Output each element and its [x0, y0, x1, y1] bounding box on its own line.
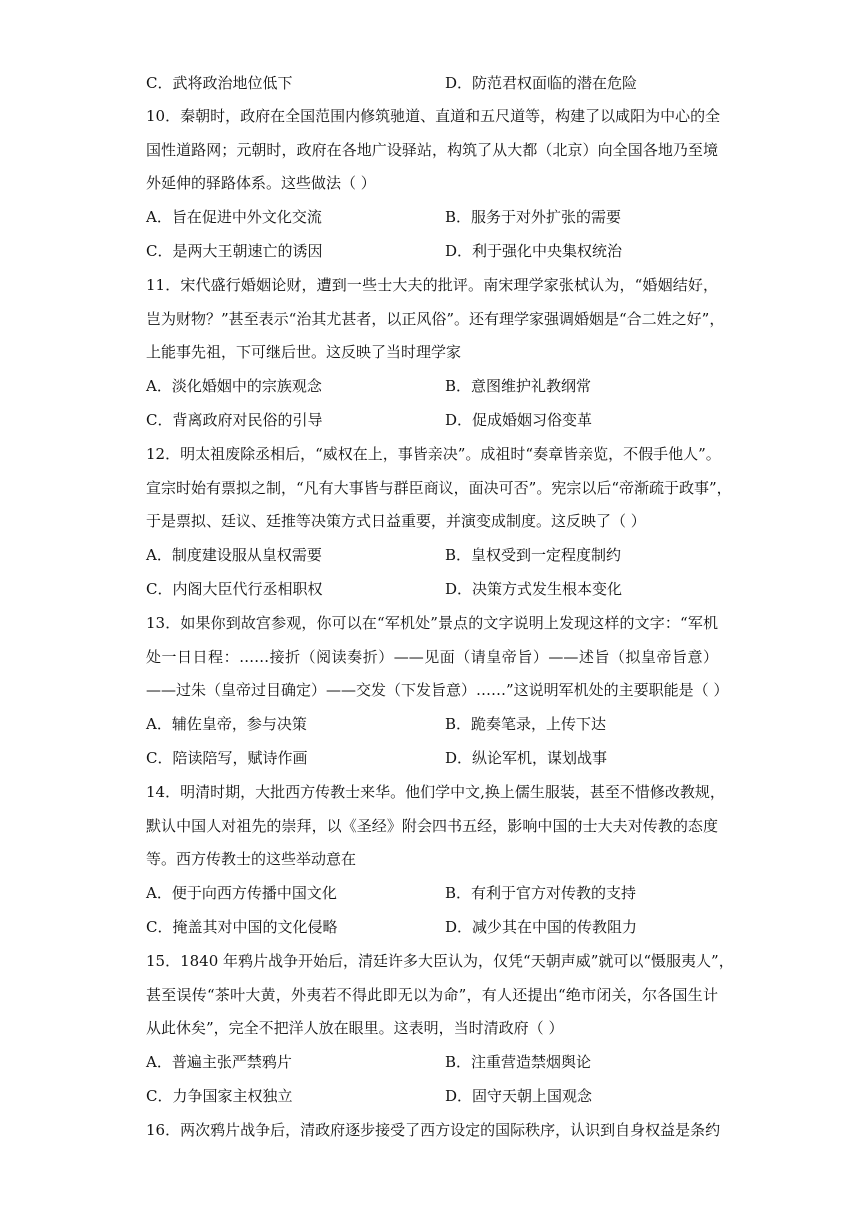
q14-stem-line-3: 等。西方传教士的这些举动意在: [146, 850, 357, 868]
q10-option-d[interactable]: D．利于强化中央集权统治: [445, 242, 623, 260]
q15-stem-line-2: 甚至误传“茶叶大黄，外夷若不得此即无以为命”，有人还提出“绝市闭关，尔各国生计: [146, 986, 718, 1004]
q12-option-c[interactable]: C．内阁大臣代行丞相职权: [146, 580, 323, 598]
q14-option-c[interactable]: C．掩盖其对中国的文化侵略: [146, 918, 338, 936]
q14-stem-line-2: 默认中国人对祖先的崇拜，以《圣经》附会四书五经，影响中国的士大夫对传教的态度: [146, 817, 718, 835]
q10-option-c[interactable]: C．是两大王朝速亡的诱因: [146, 242, 323, 260]
q11-stem-line-2: 岂为财物？”甚至表示“治其尤甚者，以正风俗”。还有理学家强调婚姻是“合二姓之好”，: [146, 310, 725, 328]
q12-stem-line-1: 12．明太祖废除丞相后，“威权在上，事皆亲决”。成祖时“奏章皆亲览，不假手他人”。: [146, 445, 721, 463]
q13-stem-line-2: 处一日日程：……接折（阅读奏折）——见面（请皇帝旨）——述旨（拟皇帝旨意）: [146, 648, 718, 666]
q15-stem-line-1: 15．1840 年鸦片战争开始后，清廷许多大臣认为，仅凭“天朝声威”就可以“慑服夷人”，: [146, 952, 734, 970]
q12-option-b[interactable]: B．皇权受到一定程度制约: [445, 546, 622, 564]
q10-option-b[interactable]: B．服务于对外扩张的需要: [445, 208, 622, 226]
q15-option-a[interactable]: A．普遍主张严禁鸦片: [146, 1053, 292, 1071]
q12-option-a[interactable]: A．制度建设服从皇权需要: [146, 546, 322, 564]
q15-option-c[interactable]: C．力争国家主权独立: [146, 1087, 293, 1105]
q13-stem-line-3: ——过朱（皇帝过目确定）——交发（下发旨意）……”这说明军机处的主要职能是（ ）: [146, 681, 729, 699]
q11-stem-line-1: 11．宋代盛行婚姻论财，遭到一些士大夫的批评。南宋理学家张栻认为，“婚姻结好，: [146, 276, 718, 294]
q14-option-b[interactable]: B．有利于官方对传教的支持: [445, 884, 637, 902]
q11-option-c[interactable]: C．背离政府对民俗的引导: [146, 411, 323, 429]
q15-stem-line-3: 从此休矣”，完全不把洋人放在眼里。这表明，当时清政府（ ）: [146, 1019, 564, 1037]
q9-option-c[interactable]: C．武将政治地位低下: [146, 74, 293, 92]
q10-stem-line-3: 外延伸的驿路体系。这些做法（ ）: [146, 174, 376, 192]
q11-stem-line-3: 上能事先祖，下可继后世。这反映了当时理学家: [146, 343, 462, 361]
q11-option-a[interactable]: A．淡化婚姻中的宗族观念: [146, 377, 322, 395]
q14-option-a[interactable]: A．便于向西方传播中国文化: [146, 884, 337, 902]
q13-stem-line-1: 13．如果你到故宫参观，你可以在“军机处”景点的文字说明上发现这样的文字：“军机: [146, 614, 718, 632]
q10-stem-line-2: 国性道路网；元朝时，政府在各地广设驿站，构筑了从大都（北京）向全国各地乃至境: [146, 141, 718, 159]
q13-option-a[interactable]: A．辅佐皇帝，参与决策: [146, 715, 307, 733]
q15-option-b[interactable]: B．注重营造禁烟舆论: [445, 1053, 592, 1071]
q13-option-c[interactable]: C．陪读陪写，赋诗作画: [146, 749, 308, 767]
q13-option-b[interactable]: B．跪奏笔录，上传下达: [445, 715, 607, 733]
q14-option-d[interactable]: D．减少其在中国的传教阻力: [445, 918, 638, 936]
q13-option-d[interactable]: D．纵论军机，谋划战事: [445, 749, 608, 767]
q16-stem-line-1: 16．两次鸦片战争后，清政府逐步接受了西方设定的国际秩序，认识到自身权益是条约: [146, 1121, 721, 1139]
q11-option-d[interactable]: D．促成婚姻习俗变革: [445, 411, 593, 429]
q15-option-d[interactable]: D．固守天朝上国观念: [445, 1087, 593, 1105]
q10-stem-line-1: 10．秦朝时，政府在全国范围内修筑驰道、直道和五尺道等，构建了以咸阳为中心的全: [146, 107, 721, 125]
q11-option-b[interactable]: B．意图维护礼教纲常: [445, 377, 592, 395]
q12-stem-line-3: 于是票拟、廷议、廷推等决策方式日益重要，并演变成制度。这反映了（ ）: [146, 512, 646, 530]
q12-stem-line-2: 宣宗时始有票拟之制，“凡有大事皆与群臣商议，面决可否”。宪宗以后“帝渐疏于政事”，: [146, 479, 732, 497]
q9-option-d[interactable]: D．防范君权面临的潜在危险: [445, 74, 638, 92]
q14-stem-line-1: 14．明清时期，大批西方传教士来华。他们学中文,换上儒生服装，甚至不惜修改教规，: [146, 783, 725, 801]
q10-option-a[interactable]: A．旨在促进中外文化交流: [146, 208, 322, 226]
q12-option-d[interactable]: D．决策方式发生根本变化: [445, 580, 623, 598]
